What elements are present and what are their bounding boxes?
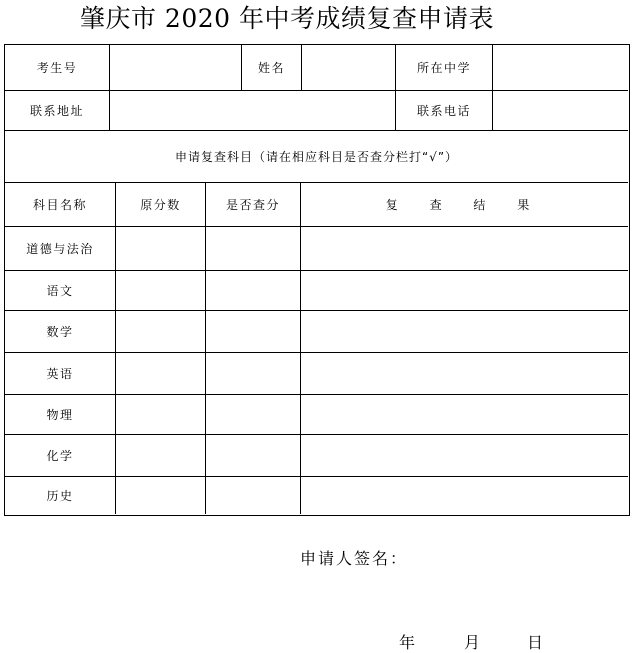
table-row-score[interactable]: [116, 353, 205, 394]
table-row-check[interactable]: [206, 395, 300, 434]
table-row-check[interactable]: [206, 311, 300, 352]
table-row-result[interactable]: [301, 353, 628, 394]
table-row-subject: 英语: [46, 367, 74, 381]
date-month-label: 月: [464, 633, 481, 652]
table-row-score[interactable]: [116, 227, 205, 270]
table-row-result[interactable]: [301, 227, 628, 270]
table-row-score[interactable]: [116, 271, 205, 310]
table-row-subject: 物理: [46, 408, 74, 422]
subjects-banner: 申请复查科目（请在相应科目是否查分栏打“√”）: [174, 150, 459, 164]
phone-label: 联系电话: [416, 104, 471, 118]
address-label: 联系地址: [29, 104, 84, 118]
phone-field[interactable]: [493, 91, 628, 130]
table-row-check[interactable]: [206, 435, 300, 476]
table-row-score[interactable]: [116, 435, 205, 476]
name-label: 姓名: [257, 61, 285, 75]
school-field[interactable]: [493, 45, 628, 90]
table-row-score[interactable]: [116, 477, 205, 514]
col-header-result: 复 查 结 果: [385, 198, 544, 212]
signature-line: [300, 546, 408, 569]
table-row-subject: 道德与法治: [26, 242, 94, 256]
table-row-check[interactable]: [206, 477, 300, 514]
table-row-result[interactable]: [301, 271, 628, 310]
table-row-subject: 语文: [46, 284, 74, 298]
table-row-subject: 历史: [46, 489, 74, 503]
table-row-check[interactable]: [206, 353, 300, 394]
candidate-no-field[interactable]: [110, 45, 241, 90]
table-row-result[interactable]: [301, 477, 628, 514]
address-field[interactable]: [110, 91, 395, 130]
date-year-label: 年: [399, 633, 416, 652]
date-day-label: 日: [527, 633, 544, 652]
school-label: 所在中学: [416, 61, 471, 75]
col-header-recheck: 是否查分: [225, 198, 280, 212]
application-form: [4, 44, 630, 516]
table-row-result[interactable]: [301, 311, 628, 352]
table-row-result[interactable]: [301, 435, 628, 476]
col-header-original-score: 原分数: [140, 198, 181, 212]
candidate-no-label: 考生号: [36, 61, 78, 75]
table-row-check[interactable]: [206, 271, 300, 310]
name-field[interactable]: [302, 45, 395, 90]
form-title: 肇庆市 2020 年中考成绩复查申请表: [79, 4, 495, 33]
table-row-score[interactable]: [116, 311, 205, 352]
table-row-score[interactable]: [116, 395, 205, 434]
table-row-subject: 数学: [46, 325, 74, 339]
table-row-subject: 化学: [46, 449, 74, 463]
table-row-check[interactable]: [206, 227, 300, 270]
col-header-subject: 科目名称: [32, 198, 87, 212]
signature-label: 申请人签名：: [300, 549, 409, 568]
table-row-result[interactable]: [301, 395, 628, 434]
